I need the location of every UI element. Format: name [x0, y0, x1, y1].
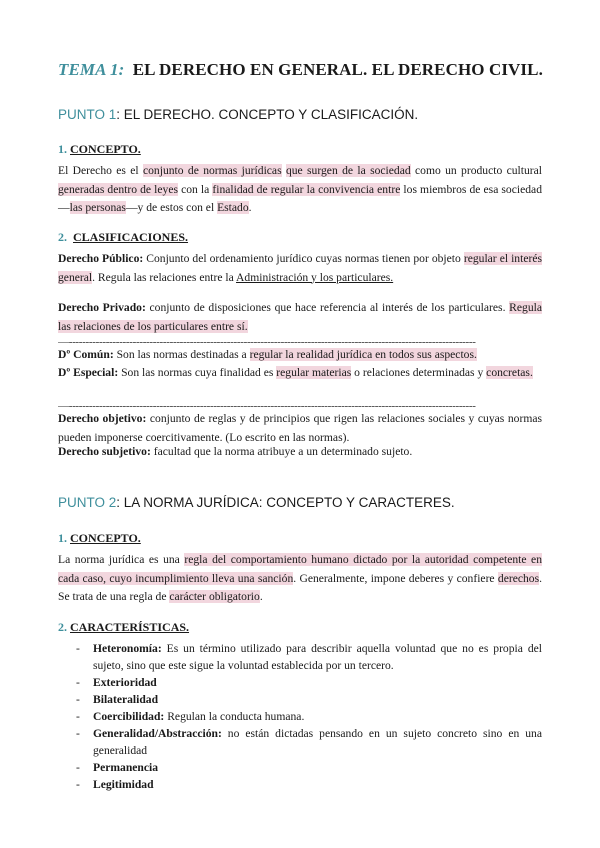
punto2-number: PUNTO 2: [58, 495, 117, 510]
text-run: conjunto de reglas y de principios que rigen las relaciones sociales y cuyas normas pueden imponerse coercitivamente. (Lo escrito en las normas).: [58, 412, 542, 444]
text-run: con la: [178, 182, 213, 196]
highlight: conjunto de normas jurídicas: [142, 164, 282, 177]
text-run: como un producto cultural: [410, 164, 543, 177]
bullet-dash: -: [76, 710, 80, 723]
highlight: generadas dentro de leyes: [58, 182, 178, 196]
text-run: .: [248, 201, 252, 214]
heading-number: 1.: [58, 531, 67, 545]
text-run: los miembros de esa sociedad—: [58, 182, 542, 214]
highlight: derechos: [497, 571, 540, 585]
heading-number: 1.: [58, 142, 67, 156]
highlight: regular el interés general: [58, 252, 542, 284]
list-item: [58, 725, 542, 759]
text-run: El Derecho es el: [58, 164, 143, 177]
text-run: Conjunto del ordenamiento jurídico cuyas normas tienen por objeto: [143, 252, 464, 265]
description: Regulan la conducta humana.: [164, 710, 305, 723]
term: Generalidad/Abstracción:: [93, 727, 222, 740]
separator-line-2: —-------------------------------------------------------------------------------------------------------------------------: [58, 400, 476, 412]
term: Derecho Privado:: [58, 301, 146, 314]
punto1-heading: [58, 107, 418, 122]
term: Derecho subjetivo:: [58, 445, 151, 458]
bullet-dash: -: [76, 778, 80, 791]
term: Legitimidad: [93, 778, 154, 791]
caracteristicas-list: [58, 640, 542, 793]
highlight: las personas: [69, 201, 126, 214]
heading-number: 2.: [58, 230, 67, 244]
highlight: concretas.: [486, 366, 533, 379]
derecho-publico-paragraph: [58, 250, 542, 287]
description: no están dictadas pensando en un sujeto concreto sino en una generalidad: [93, 727, 542, 757]
caracteristicas-heading: [58, 620, 189, 635]
highlight: finalidad de regular la convivencia entre: [212, 182, 401, 196]
derecho-especial-paragraph: [58, 364, 542, 383]
list-item: [58, 691, 542, 708]
derecho-comun-line: [58, 346, 542, 365]
punto2-title: : LA NORMA JURÍDICA: CONCEPTO Y CARACTERES.: [116, 495, 455, 510]
text-run: . Se trata de una regla de: [58, 571, 542, 603]
description: Es un término utilizado para describir aquella voluntad que no es propia del sujeto, sino que este sigue la voluntad establecida por un tercero.: [93, 642, 542, 672]
term: Derecho objetivo:: [58, 412, 147, 425]
highlight: regular materias: [276, 366, 352, 379]
text-run: Son las normas destinadas a: [113, 348, 250, 361]
term: Bilateralidad: [93, 693, 159, 706]
derecho-subjetivo-line: [58, 443, 542, 462]
list-item: [58, 759, 542, 776]
tema-label: TEMA 1:: [58, 60, 125, 79]
heading-label: CLASIFICACIONES.: [73, 230, 189, 244]
clasificaciones-heading: [58, 230, 188, 245]
text-run: La norma jurídica es una: [58, 553, 185, 566]
bullet-dash: -: [76, 642, 80, 655]
heading-number: 2.: [58, 620, 67, 634]
highlight: Estado: [217, 201, 249, 214]
punto2-heading: [58, 495, 455, 510]
bullet-dash: -: [76, 727, 80, 740]
text-run: —y de estos con el: [125, 201, 218, 214]
text-run: o relaciones determinadas y: [351, 366, 487, 379]
heading-label: CONCEPTO.: [70, 531, 141, 545]
text-run: . Generalmente, impone deberes y confiere: [293, 571, 498, 585]
text-run: conjunto de disposiciones que hace referencia al interés de los particulares.: [145, 301, 510, 314]
underlined-text: Administración y los particulares.: [236, 270, 394, 284]
list-item: [58, 640, 542, 674]
heading-label: CARACTERÍSTICAS.: [70, 620, 190, 634]
norma-concepto-paragraph: [58, 551, 542, 607]
bullet-dash: -: [76, 676, 80, 689]
highlight: que surgen de la sociedad: [285, 164, 411, 177]
derecho-privado-paragraph: [58, 299, 542, 336]
highlight: regular la realidad jurídica en todos sus aspectos.: [249, 348, 477, 361]
term: Permanencia: [93, 761, 159, 774]
list-item: [58, 708, 542, 725]
text-run: .: [259, 590, 263, 603]
highlight: carácter obligatorio: [169, 590, 260, 603]
separator-line: —-------------------------------------------------------------------------------------------------------------------------: [58, 336, 476, 348]
concepto-heading-2: [58, 531, 141, 546]
highlight: regla del comportamiento humano dictado por la autoridad competente en cada caso, cuyo incumplimiento lleva una sanción: [58, 553, 542, 585]
derecho-objetivo-paragraph: [58, 410, 542, 447]
term: Heteronomía:: [93, 642, 162, 655]
text-run: Son las normas cuya finalidad es: [118, 366, 277, 379]
term: Dº Especial:: [58, 366, 119, 379]
heading-label: CONCEPTO.: [70, 142, 141, 156]
concepto-heading-1: [58, 142, 141, 157]
title-text: EL DERECHO EN GENERAL. EL DERECHO CIVIL.: [132, 60, 543, 79]
term: Dº Común:: [58, 348, 114, 361]
list-item: [58, 674, 542, 691]
bullet-dash: -: [76, 761, 80, 774]
term: Derecho Público:: [58, 252, 144, 265]
page-title: [58, 60, 543, 80]
bullet-dash: -: [76, 693, 80, 706]
punto1-title: : EL DERECHO. CONCEPTO Y CLASIFICACIÓN.: [116, 107, 419, 122]
term: Coercibilidad:: [93, 710, 165, 723]
term: Exterioridad: [93, 676, 157, 689]
list-item: [58, 776, 542, 793]
punto1-number: PUNTO 1: [58, 107, 117, 122]
text-run: facultad que la norma atribuye a un determinado sujeto.: [150, 445, 413, 458]
concepto-paragraph-1: [58, 162, 542, 218]
highlight: Regula las relaciones de los particulares entre sí.: [58, 301, 542, 333]
text-run: . Regula las relaciones entre la: [92, 270, 237, 284]
